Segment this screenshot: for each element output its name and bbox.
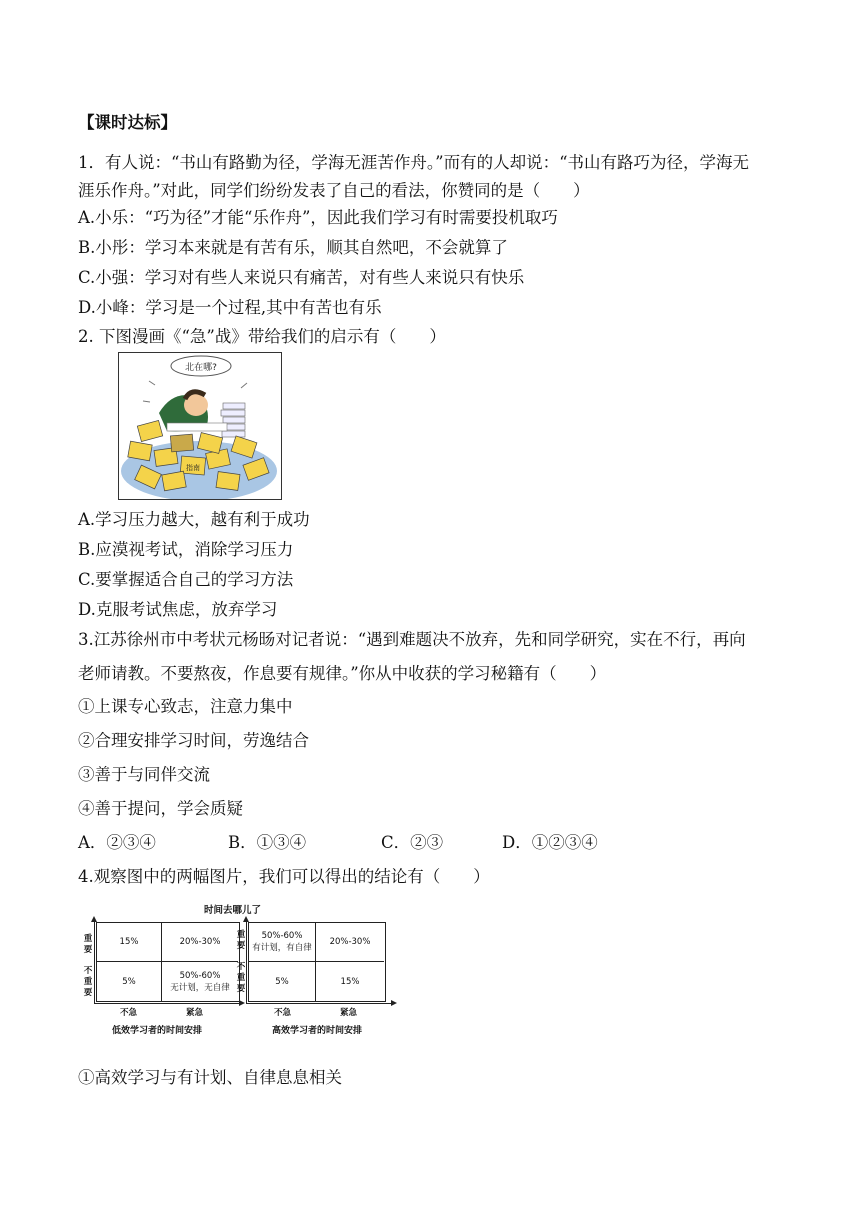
q1-stem-line2: 涯乐作舟。”对此，同学们纷纷发表了自己的看法，你赞同的是（ ） [78,181,590,200]
right-ylabel-important: 重要 [236,930,246,951]
right-cell-important-urgent: 20%-30% [316,923,384,962]
left-xlabel-not-urgent: 不急 [120,1008,138,1018]
q1-option-c: C.小强：学习对有些人来说只有痛苦，对有些人来说只有快乐 [78,268,525,287]
right-xlabel-not-urgent: 不急 [274,1008,292,1018]
left-xlabel-urgent: 紧急 [186,1008,204,1018]
q2-option-c: C.要掌握适合自己的学习方法 [78,570,294,589]
right-xlabel-urgent: 紧急 [340,1008,358,1018]
right-cell-unimportant-urgent: 15% [340,976,360,987]
section-title: 【课时达标】 [78,113,177,132]
q3-choice-d: D．①②③④ [502,833,598,852]
q1-stem-line1: 1．有人说：“书山有路勤为径，学海无涯苦作舟。”而有的人却说：“书山有路巧为径，学海无 [78,153,750,172]
left-cell-important-not-urgent: 15% [97,923,162,962]
left-ylabel-unimportant: 不重要 [83,966,93,998]
left-cell-unimportant-not-urgent: 5% [97,962,162,1001]
left-cell-unimportant-urgent [162,962,238,1001]
right-cell-unimportant-not-urgent: 5% [249,962,316,1001]
left-ylabel-important: 重要 [83,934,93,955]
right-y-axis [246,922,247,1004]
q1-option-b: B.小彤：学习本来就是有苦有乐，顺其自然吧，不会就算了 [78,238,508,257]
left-cell-unimportant-urgent-pct: 50%-60% [179,970,221,981]
right-table-caption: 高效学习者的时间安排 [272,1026,363,1036]
left-table-caption: 低效学习者的时间安排 [112,1026,203,1036]
q4-item-1: ①高效学习与有计划、自律息息相关 [78,1068,342,1087]
left-y-axis [94,922,95,1004]
q3-stem-line2: 老师请教。不要熬夜，作息要有规律。”你从中收获的学习秘籍有（ ） [78,664,607,683]
time-chart-title: 时间去哪儿了 [204,905,262,916]
left-cell-unimportant-urgent-note: 无计划，无自律 [170,982,230,993]
q3-item-1: ①上课专心致志，注意力集中 [78,697,293,716]
right-cell-important-not-urgent [249,923,316,962]
q3-choice-a: A．②③④ [78,833,156,852]
q3-item-3: ③善于与同伴交流 [78,765,210,784]
right-cell-important-not-urgent-pct: 50%-60% [261,931,303,941]
right-cell-important-not-urgent-note: 有计划，有自律 [252,943,312,953]
right-time-table [248,922,386,1002]
q2-option-b: B.应漠视考试，消除学习压力 [78,540,294,559]
q2-stem: 2. 下图漫画《“急”战》带给我们的启示有（ ） [78,327,446,346]
right-ylabel-unimportant: 不重要 [236,962,246,994]
left-x-axis [94,1003,240,1004]
bubble-text: 北在哪? [185,363,217,373]
q1-option-a: A.小乐：“巧为径”才能“乐作舟”，因此我们学习有时需要投机取巧 [78,208,558,227]
book-label: 指南 [186,464,200,472]
right-x-arrow-icon [391,1000,397,1006]
cartoon-illustration [119,353,281,499]
q3-choice-c: C．②③ [381,833,444,852]
q3-stem-line1: 3.江苏徐州市中考状元杨旸对记者说：“遇到难题决不放弃，先和同学研究，实在不行，再向 [78,630,746,649]
left-time-table [96,922,240,1002]
right-x-axis [246,1003,392,1004]
q4-stem: 4.观察图中的两幅图片，我们可以得出的结论有（ ） [78,867,490,886]
q3-choice-b: B．①③④ [228,833,307,852]
q3-item-2: ②合理安排学习时间，劳逸结合 [78,731,309,750]
q1-option-d: D.小峰：学习是一个过程,其中有苦也有乐 [78,298,382,317]
left-cell-important-urgent: 20%-30% [162,923,238,962]
q2-option-d: D.克服考试焦虑，放弃学习 [78,600,278,619]
cartoon-image [118,352,282,500]
q2-option-a: A.学习压力越大，越有利于成功 [78,510,310,529]
q3-item-4: ④善于提问，学会质疑 [78,799,243,818]
